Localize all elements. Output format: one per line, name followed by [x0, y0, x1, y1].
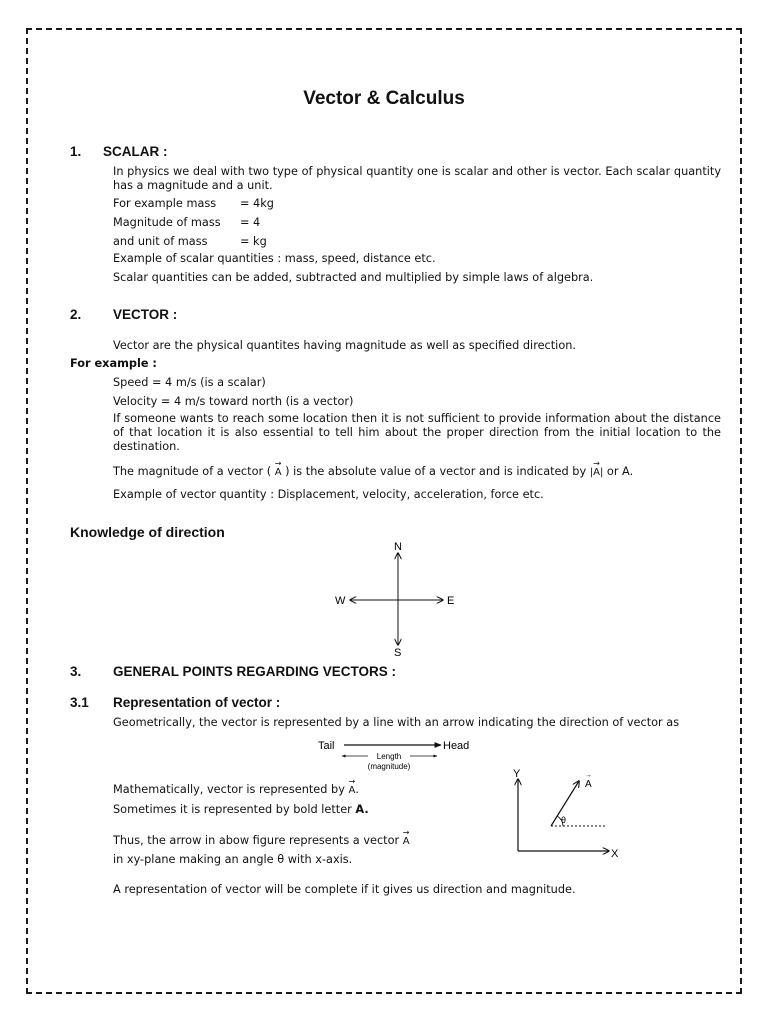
- magnitude-text: or A.: [606, 465, 634, 478]
- section-heading-scalar: SCALAR :: [103, 144, 168, 159]
- vector-symbol: → A: [348, 784, 355, 798]
- bold-text: Sometimes it is represented by bold letter: [113, 803, 352, 816]
- length-label: Length: [376, 752, 402, 761]
- vector-symbol: → A: [403, 835, 410, 849]
- scalar-row-value: = 4: [240, 216, 261, 229]
- east-label: E: [447, 595, 455, 607]
- scalar-algebra: Scalar quantities can be added, subtracted and multiplied by simple laws of algebra.: [113, 271, 594, 284]
- section-heading-representation: Representation of vector :: [113, 695, 281, 710]
- section-heading-vector: VECTOR :: [113, 307, 178, 322]
- vector-definition: Vector are the physical quantites having magnitude as well as specified direction.: [113, 339, 576, 352]
- tail-head-diagram: [315, 736, 480, 772]
- scalar-row-label: and unit of mass: [113, 235, 208, 248]
- head-label: Head: [443, 740, 470, 752]
- magnitude-label: (magnitude): [367, 762, 411, 771]
- scalar-row-label: For example mass: [113, 197, 217, 210]
- x-axis-label: X: [611, 848, 619, 860]
- math-representation: [113, 783, 359, 798]
- scalar-row-value: = kg: [240, 235, 267, 248]
- abs-bar: |: [589, 467, 594, 478]
- complete-representation: A representation of vector will be complete if it gives us direction and magnitude.: [113, 883, 576, 896]
- math-text: Mathematically, vector is represented by: [113, 783, 345, 796]
- compass-diagram: [325, 535, 465, 660]
- section-heading-general: GENERAL POINTS REGARDING VECTORS :: [113, 664, 397, 679]
- math-period: .: [355, 783, 359, 796]
- thus-text: Thus, the arrow in abow figure represents a vector: [113, 834, 400, 847]
- vector-quantity-examples: Example of vector quantity : Displacement, velocity, acceleration, force etc.: [113, 488, 544, 501]
- vector-symbol: → A: [275, 466, 282, 480]
- vector-symbol: → A: [593, 466, 600, 480]
- velocity-example: Velocity = 4 m/s toward north (is a vector): [113, 395, 354, 408]
- north-label: N: [394, 541, 402, 553]
- for-example-label: For example :: [70, 357, 157, 370]
- section-number-scalar: 1.: [70, 144, 82, 159]
- y-axis-label: Y: [513, 768, 521, 780]
- bold-representation: [113, 803, 369, 817]
- scalar-intro: In physics we deal with two type of physical quantity one is scalar and other is vector. Each scalar quantity has a magnitude and a unit.: [113, 165, 721, 192]
- xy-plane-sentence: in xy-plane making an angle θ with x-axis.: [113, 853, 353, 866]
- scalar-row-value: = 4kg: [240, 197, 274, 210]
- speed-example: Speed = 4 m/s (is a scalar): [113, 376, 266, 389]
- thus-sentence: [113, 834, 410, 849]
- direction-paragraph: If someone wants to reach some location then it is not sufficient to provide information about the distance of that location it is also essential to tell him about the proper direction from the initial location to the destination.: [113, 412, 721, 453]
- magnitude-text: The magnitude of a vector (: [113, 465, 272, 478]
- magnitude-text: ) is the absolute value of a vector and is indicated by: [285, 465, 587, 478]
- section-number-vector: 2.: [70, 307, 82, 322]
- vector-a-label: A: [585, 779, 592, 790]
- direction-heading: Knowledge of direction: [70, 524, 225, 540]
- tail-label: Tail: [318, 740, 335, 752]
- page-title: Vector & Calculus: [303, 88, 465, 109]
- geometric-description: Geometrically, the vector is represented by a line with an arrow indicating the direction of vector as: [113, 716, 680, 729]
- west-label: W: [335, 595, 346, 607]
- xy-vector-diagram: [505, 765, 630, 860]
- south-label: S: [394, 647, 402, 659]
- abs-bar: |: [599, 467, 604, 478]
- scalar-examples: Example of scalar quantities : mass, speed, distance etc.: [113, 252, 436, 265]
- section-number-representation: 3.1: [70, 695, 89, 710]
- section-number-general: 3.: [70, 664, 82, 679]
- bold-letter: A.: [355, 803, 369, 816]
- scalar-row-label: Magnitude of mass: [113, 216, 221, 229]
- theta-label: θ: [561, 815, 567, 825]
- vector-a-arrow-glyph: →: [585, 772, 592, 779]
- magnitude-sentence: [113, 465, 633, 480]
